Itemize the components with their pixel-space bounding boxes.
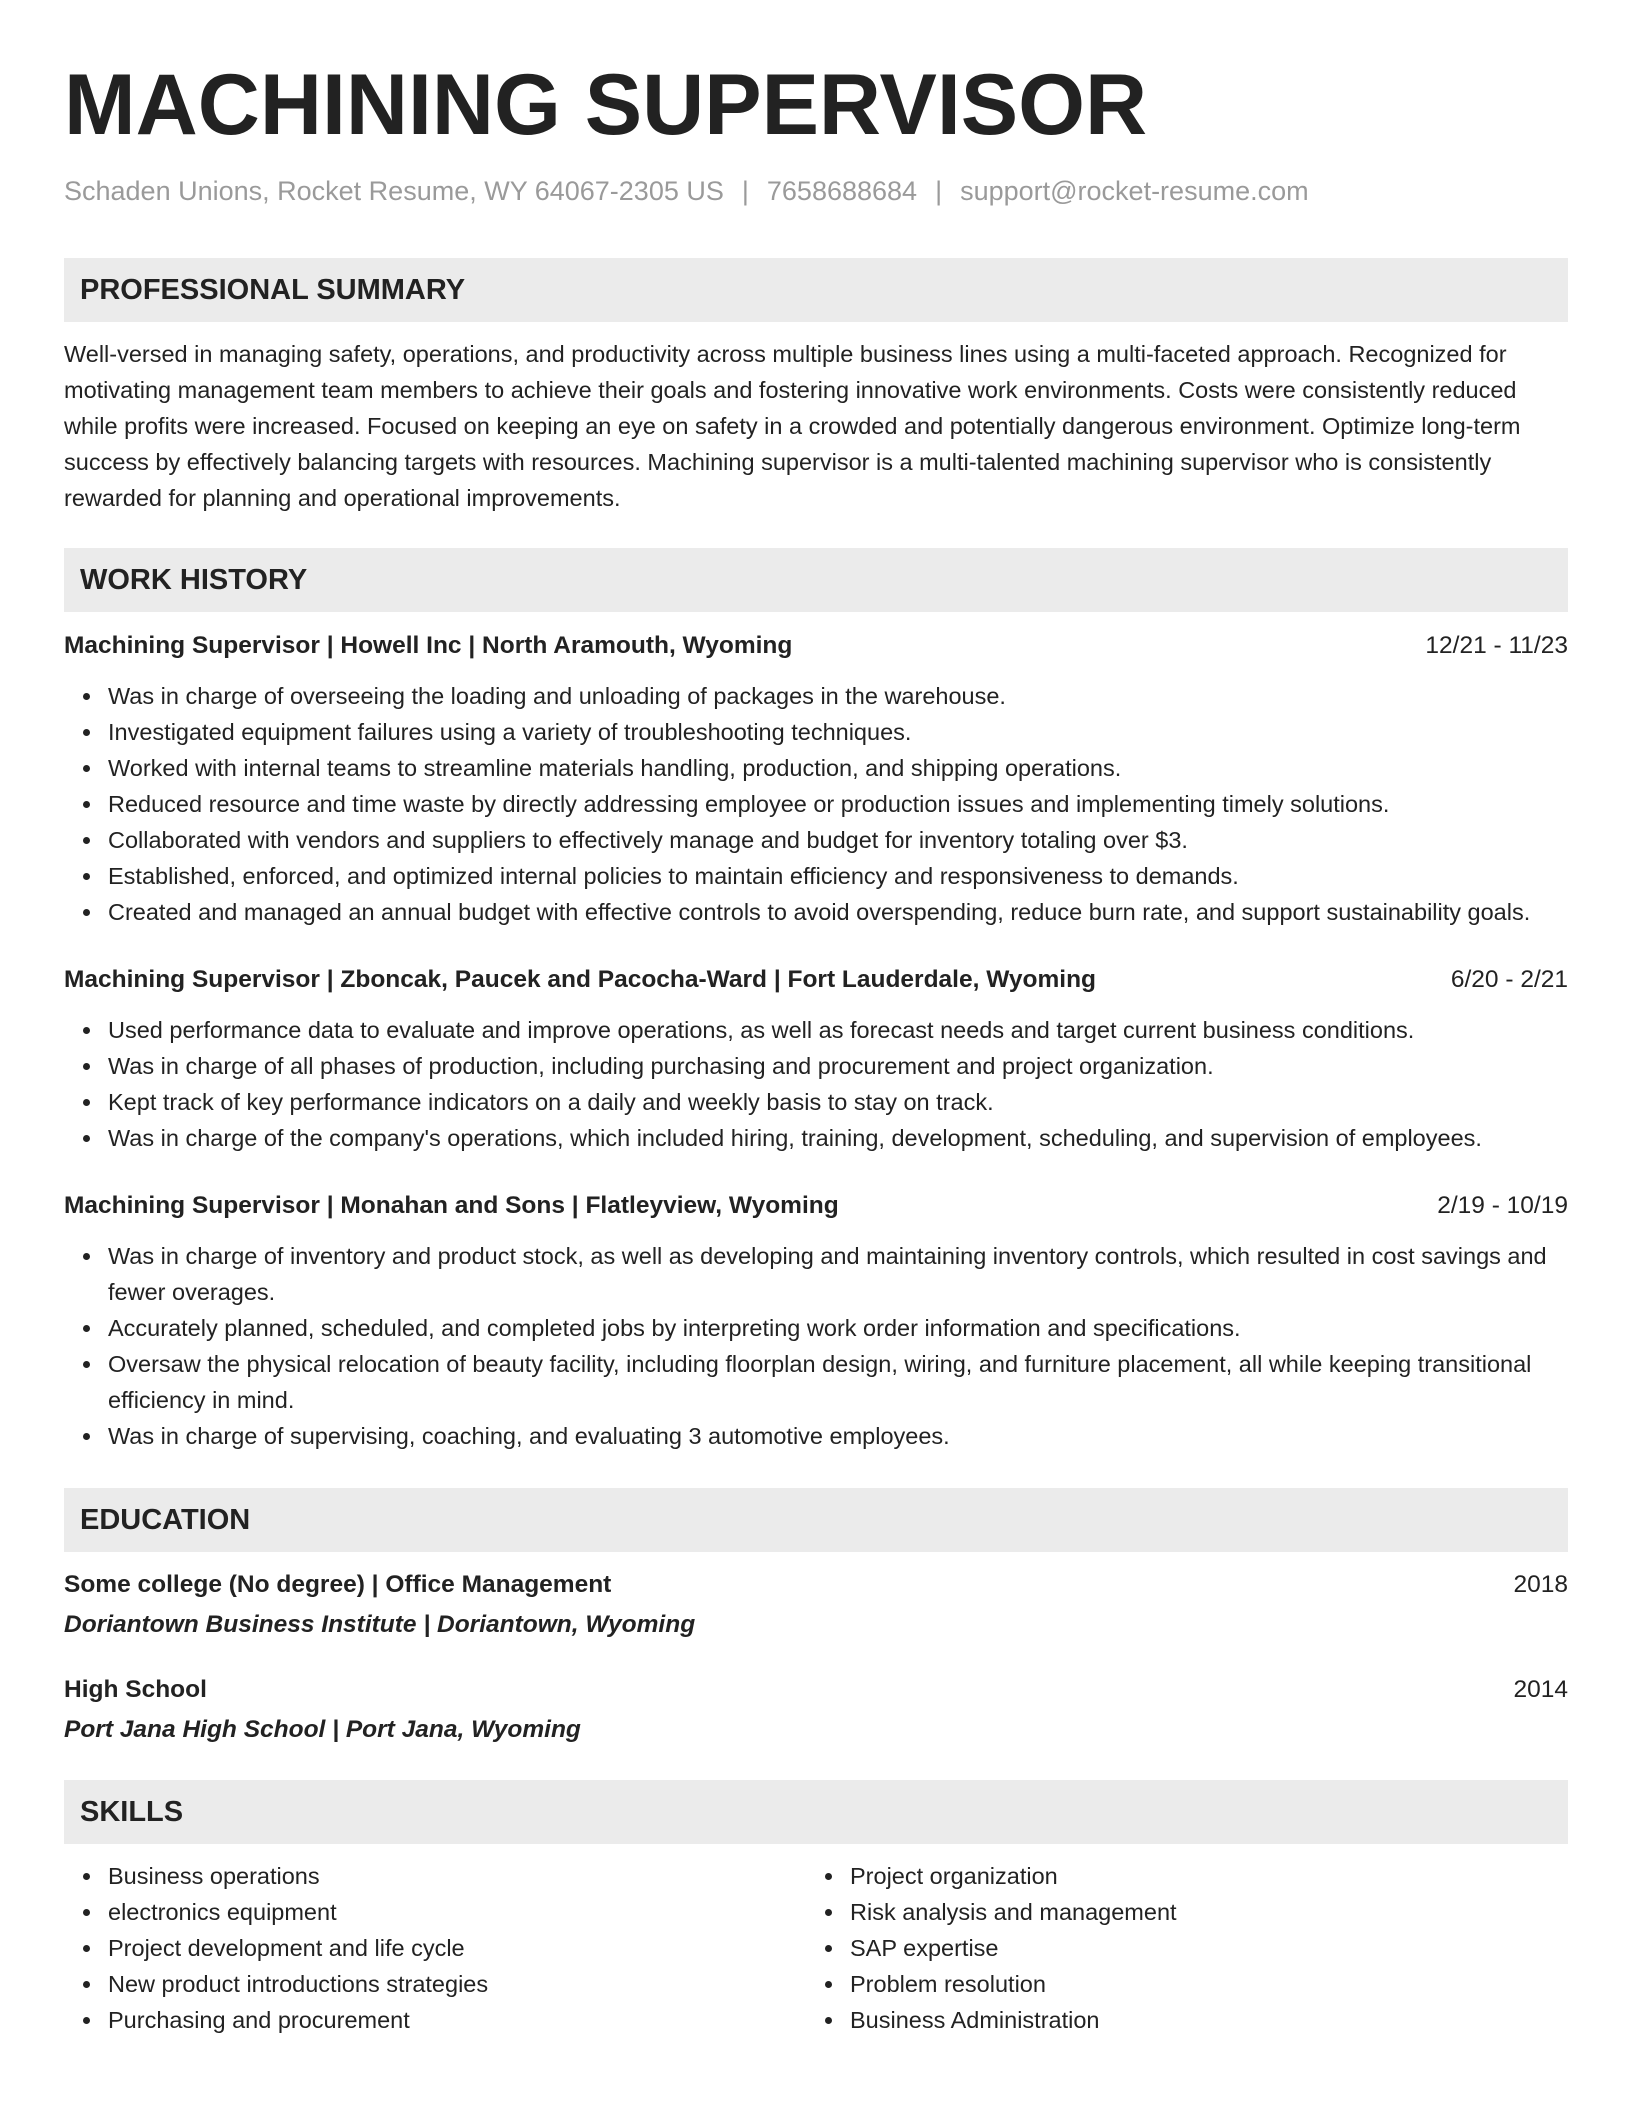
skill-item: Purchasing and procurement xyxy=(108,2002,806,2038)
job-entry xyxy=(64,629,1568,930)
job-bullet: Worked with internal teams to streamline materials handling, production, and shipping operations. xyxy=(108,750,1568,786)
job-title: Machining Supervisor | Zboncak, Paucek and Pacocha-Ward | Fort Lauderdale, Wyoming xyxy=(64,966,1097,994)
skills-column-left xyxy=(64,1858,806,2038)
job-bullet: Investigated equipment failures using a variety of troubleshooting techniques. xyxy=(108,714,1568,750)
job-bullet: Established, enforced, and optimized internal policies to maintain efficiency and responsiveness to demands. xyxy=(108,858,1568,894)
job-bullet: Accurately planned, scheduled, and completed jobs by interpreting work order information and specifications. xyxy=(108,1310,1568,1346)
skill-item: electronics equipment xyxy=(108,1894,806,1930)
education-year: 2014 xyxy=(1513,1676,1568,1704)
education-school: Doriantown Business Institute | Doriantown, Wyoming xyxy=(64,1611,696,1639)
job-bullet: Created and managed an annual budget with effective controls to avoid overspending, reduce burn rate, and support sustainability goals. xyxy=(108,894,1568,930)
job-entry xyxy=(64,1189,1568,1454)
education-title: Some college (No degree) | Office Management xyxy=(64,1571,612,1599)
skill-item: Project organization xyxy=(850,1858,1548,1894)
job-entry xyxy=(64,963,1568,1156)
education-title-row xyxy=(64,1568,1568,1602)
job-bullet: Was in charge of the company's operations, which included hiring, training, development, scheduling, and supervision of employees. xyxy=(108,1120,1568,1156)
job-bullet: Was in charge of overseeing the loading and unloading of packages in the warehouse. xyxy=(108,678,1568,714)
skills-list xyxy=(64,1858,806,2038)
skill-item: Risk analysis and management xyxy=(850,1894,1548,1930)
education-school: Port Jana High School | Port Jana, Wyoming xyxy=(64,1716,581,1744)
job-bullet: Was in charge of all phases of production, including purchasing and procurement and project organization. xyxy=(108,1048,1568,1084)
job-bullet: Was in charge of inventory and product stock, as well as developing and maintaining inventory controls, which resulted in cost savings and fewer overages. xyxy=(108,1238,1568,1310)
skill-item: Project development and life cycle xyxy=(108,1930,806,1966)
education-entry xyxy=(64,1568,1568,1642)
job-bullet: Reduced resource and time waste by directly addressing employee or production issues and implementing timely solutions. xyxy=(108,786,1568,822)
contact-email: support@rocket-resume.com xyxy=(960,176,1309,206)
skills-list xyxy=(806,1858,1548,2038)
contact-separator: | xyxy=(935,176,943,206)
skill-item: Problem resolution xyxy=(850,1966,1548,2002)
contact-line xyxy=(64,175,1568,207)
contact-address: Schaden Unions, Rocket Resume, WY 64067-2305 US xyxy=(64,176,724,206)
job-bullet: Was in charge of supervising, coaching, and evaluating 3 automotive employees. xyxy=(108,1418,1568,1454)
skill-item: Business operations xyxy=(108,1858,806,1894)
job-title-row xyxy=(64,963,1568,997)
skill-item: Business Administration xyxy=(850,2002,1548,2038)
skills-column-right xyxy=(806,1858,1548,2038)
skills-grid xyxy=(64,1858,1568,2038)
summary-text: Well-versed in managing safety, operations, and productivity across multiple business lines using a multi-faceted approach. Recognized for motivating management team members to achieve their goals and fostering innovative work environments. Costs were consistently reduced while profits were increased. Focused on keeping an eye on safety in a crowded and potentially dangerous environment. Optimize long-term success by effectively balancing targets with resources. Machining supervisor is a multi-talented machining supervisor who is consistently rewarded for planning and operational improvements. xyxy=(64,341,1521,512)
job-title: Machining Supervisor | Monahan and Sons | Flatleyview, Wyoming xyxy=(64,1192,839,1220)
job-dates: 6/20 - 2/21 xyxy=(1450,966,1568,994)
job-bullet-list xyxy=(64,678,1568,930)
job-title-row xyxy=(64,629,1568,663)
job-bullet: Oversaw the physical relocation of beauty facility, including floorplan design, wiring, and furniture placement, all while keeping transitional efficiency in mind. xyxy=(108,1346,1568,1418)
job-dates: 2/19 - 10/19 xyxy=(1437,1192,1568,1220)
education-title: High School xyxy=(64,1676,207,1704)
job-bullet-list xyxy=(64,1238,1568,1454)
job-bullet: Kept track of key performance indicators on a daily and weekly basis to stay on track. xyxy=(108,1084,1568,1120)
section-header-education: EDUCATION xyxy=(64,1488,1568,1552)
job-title: Machining Supervisor | Howell Inc | North Aramouth, Wyoming xyxy=(64,632,793,660)
skill-item: New product introductions strategies xyxy=(108,1966,806,2002)
candidate-name: MACHINING SUPERVISOR xyxy=(64,57,1148,153)
contact-separator: | xyxy=(741,176,749,206)
skill-item: SAP expertise xyxy=(850,1930,1548,1966)
job-bullet-list xyxy=(64,1012,1568,1156)
education-entry xyxy=(64,1673,1568,1747)
education-title-row xyxy=(64,1673,1568,1707)
education-year: 2018 xyxy=(1513,1571,1568,1599)
section-header-work-history: WORK HISTORY xyxy=(64,548,1568,612)
job-bullet: Used performance data to evaluate and improve operations, as well as forecast needs and target current business conditions. xyxy=(108,1012,1568,1048)
contact-phone: 7658688684 xyxy=(766,176,918,206)
job-title-row xyxy=(64,1189,1568,1223)
section-header-skills: SKILLS xyxy=(64,1780,1568,1844)
job-bullet: Collaborated with vendors and suppliers to effectively manage and budget for inventory totaling over $3. xyxy=(108,822,1568,858)
section-header-summary: PROFESSIONAL SUMMARY xyxy=(64,258,1568,322)
job-dates: 12/21 - 11/23 xyxy=(1425,632,1568,660)
